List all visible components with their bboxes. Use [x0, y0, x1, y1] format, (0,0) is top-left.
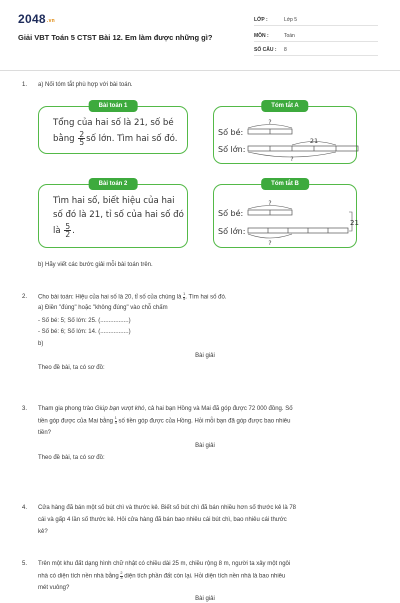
q2-part-a: a) Điền "đúng" hoặc "không đúng" vào chỗ chấm [38, 305, 168, 311]
fraction: $\frac{2}{5}$ [79, 130, 85, 147]
problem-2-box[interactable] [38, 181, 188, 248]
problem-2-line1: Tìm hai số, biết hiệu của hai [53, 196, 175, 206]
question-number: 2. [22, 294, 28, 300]
label-big: Số lớn: [218, 227, 246, 236]
fraction: $\frac{2}{3}$ [120, 571, 123, 580]
meta-value: 8 [284, 47, 287, 53]
question-number: 3. [22, 406, 28, 412]
q-mark: ? [268, 119, 272, 126]
site-logo[interactable]: 2048.vn [18, 12, 56, 26]
summary-b-tag: Tóm tắt B [261, 178, 309, 190]
q2-intro: Cho bài toán: Hiệu của hai số là 20, tỉ số của chúng là $\frac{1}{5}$. Tìm hai số đó. [38, 292, 227, 301]
q1-part-b: b) Hãy viết các bước giải mỗi bài toán trên. [38, 262, 153, 268]
label-big: Số lớn: [218, 145, 246, 154]
q2-option-1[interactable]: - Số bé: 5; Số lớn: 25. (.................) [38, 318, 131, 324]
fraction: $\frac{1}{3}$ [114, 416, 117, 425]
q2-part-b: b) [38, 341, 44, 347]
q5-line3: mét vuông? [38, 585, 70, 591]
fraction: $\frac{5}{2}$ [65, 222, 71, 239]
summary-a-diagram [214, 107, 358, 165]
q4-line3: kẻ? [38, 529, 48, 535]
q3-line1: Tham gia phong trào Giúp bạn vượt khó, cả hai bạn Hồng và Mai đã góp được 72 000 đồng. Số [38, 406, 293, 412]
summary-b-box[interactable] [213, 181, 359, 248]
q1-part-a: a) Nối tóm tắt phù hợp với bài toán. [38, 82, 133, 88]
question-number: 5. [22, 561, 28, 567]
summary-a-tag: Tóm tắt A [261, 100, 308, 112]
problem-2-tag: Bài toán 2 [89, 178, 138, 190]
q4-line2: cái và gấp 4 lần số thước kẻ. Hỏi cửa hàng đã bán bao nhiêu cái bút chì, bao nhiêu cái thước [38, 517, 287, 523]
value-label: 21 [350, 219, 359, 227]
q5-line2: nhà có diện tích nền nhà bằng $\frac{2}{3}$ diện tích phần đất còn lại. Hỏi diện tích nền nhà là bao nhiêu [38, 571, 286, 580]
q2-option-2[interactable]: - Số bé: 6; Số lớn: 14. (.................) [38, 329, 131, 335]
label-small: Số bé: [218, 209, 244, 218]
meta-value: Toán [284, 33, 295, 39]
meta-value: Lớp 5 [284, 17, 298, 23]
meta-row-class [254, 14, 378, 26]
solution-heading: Bài giải [195, 443, 215, 449]
label-small: Số bé: [218, 128, 244, 137]
summary-a-box[interactable] [213, 103, 357, 164]
value-label: 21 [309, 137, 319, 145]
meta-label: MÔN : [254, 33, 269, 39]
q2-diagram-intro: Theo đề bài, ta có sơ đồ: [38, 365, 105, 371]
page-title: Giải VBT Toán 5 CTST Bài 12. Em làm được những gì? [18, 33, 213, 42]
q3-diagram-intro: Theo đề bài, ta có sơ đồ: [38, 455, 105, 461]
q5-line1: Trên một khu đất dạng hình chữ nhật có chiều dài 25 m, chiều rộng 8 m, người ta xây một ngôi [38, 561, 291, 567]
problem-1-box[interactable] [38, 103, 188, 154]
question-number: 1. [22, 82, 28, 88]
fraction: $\frac{1}{5}$ [183, 292, 186, 301]
meta-row-count [254, 44, 378, 56]
problem-1-line2: bằng $\frac{2}{5}$ số lớn. Tìm hai số đó. [53, 130, 178, 147]
problem-1-line1: Tổng của hai số là 21, số bé [53, 118, 174, 128]
q4-line1: Cửa hàng đã bán một số bút chì và thước kẻ. Biết số bút chì đã bán nhiều hơn số thước kẻ là 78 [38, 505, 297, 511]
summary-b-diagram [214, 185, 358, 249]
q-mark: ? [290, 156, 294, 163]
header-divider [0, 70, 400, 71]
meta-row-subject [254, 30, 378, 42]
q-mark: ? [268, 240, 272, 247]
solution-heading: Bài giải [195, 353, 215, 359]
solution-heading: Bài giải [195, 596, 215, 602]
q3-line2: tiền góp được của Mai bằng $\frac{1}{3}$ số tiền góp được của Hồng. Hỏi mỗi bạn đã góp được bao nhiêu [38, 416, 291, 425]
meta-label: LỚP : [254, 17, 268, 23]
q3-line3: tiền? [38, 430, 52, 436]
problem-2-line2: số đó là 21, tỉ số của hai số đó [53, 210, 184, 220]
q-mark: ? [268, 200, 272, 207]
meta-label: SỐ CÂU : [254, 47, 277, 53]
problem-2-line3: là $\frac{5}{2}$ . [53, 222, 75, 239]
problem-1-tag: Bài toán 1 [89, 100, 138, 112]
question-number: 4. [22, 505, 28, 511]
